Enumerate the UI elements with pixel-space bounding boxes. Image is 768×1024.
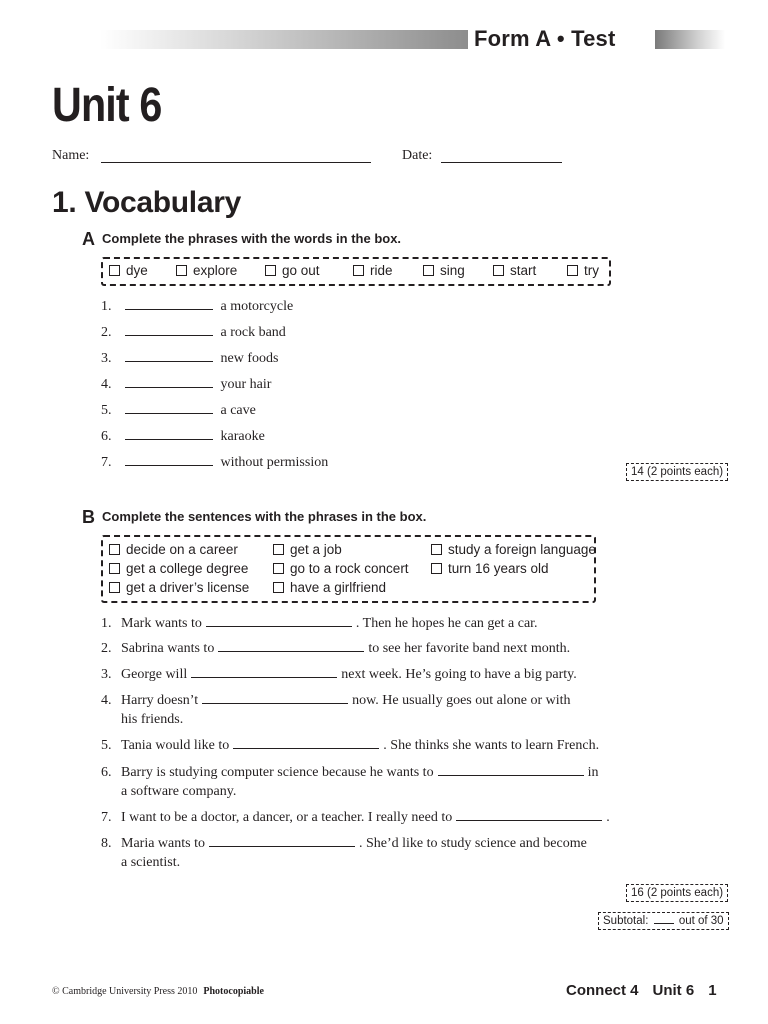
section-title: 1. Vocabulary xyxy=(52,186,241,219)
checkbox-icon xyxy=(353,265,364,276)
word-box-item: go out xyxy=(265,263,320,278)
answer-blank[interactable] xyxy=(209,845,355,847)
date-label: Date: xyxy=(402,148,433,163)
book-title: Connect 4 xyxy=(566,982,639,999)
answer-blank[interactable] xyxy=(218,650,364,652)
word-box-item: sing xyxy=(423,263,465,278)
sentence-continuation: a scientist. xyxy=(121,855,181,870)
unit-label: Unit 6 xyxy=(652,982,695,999)
checkbox-icon xyxy=(567,265,578,276)
score-box-b: 16 (2 points each) xyxy=(626,884,728,902)
checkbox-icon xyxy=(423,265,434,276)
phrase-box-item: get a job xyxy=(273,542,342,557)
sentence-item: 7. I want to be a doctor, a dancer, or a teacher. I really need to . xyxy=(101,810,610,825)
unit-title: Unit 6 xyxy=(52,79,162,132)
answer-blank[interactable] xyxy=(125,334,213,336)
checkbox-icon xyxy=(273,544,284,555)
checkbox-icon xyxy=(109,544,120,555)
part-b-instruction: Complete the sentences with the phrases in the box. xyxy=(102,509,427,524)
page-number: 1 xyxy=(708,982,717,999)
answer-blank[interactable] xyxy=(456,819,602,821)
sentence-continuation: a software company. xyxy=(121,784,237,799)
answer-blank[interactable] xyxy=(125,308,213,310)
word-box-item: ride xyxy=(353,263,393,278)
checkbox-icon xyxy=(109,582,120,593)
word-box-item: explore xyxy=(176,263,237,278)
sentence-item: 6. Barry is studying computer science because he wants to in xyxy=(101,765,599,780)
part-b-letter: B xyxy=(82,507,95,527)
subtotal-label: Subtotal: xyxy=(603,915,649,927)
checkbox-icon xyxy=(431,544,442,555)
part-a-instruction: Complete the phrases with the words in the box. xyxy=(102,231,402,246)
checkbox-icon xyxy=(176,265,187,276)
answer-blank[interactable] xyxy=(125,412,213,414)
sentence-item: 1. Mark wants to . Then he hopes he can get a car. xyxy=(101,616,538,631)
form-label: Form A • Test xyxy=(474,26,616,51)
answer-blank[interactable] xyxy=(202,702,348,704)
sentence-item: 5. Tania would like to . She thinks she wants to learn French. xyxy=(101,738,600,753)
phrase-box-item: have a girlfriend xyxy=(273,580,386,595)
word-box-item: start xyxy=(493,263,536,278)
sentence-item: 4. Harry doesn’t now. He usually goes out alone or with xyxy=(101,693,571,708)
list-item: 1. a motorcycle xyxy=(101,299,294,314)
list-item: 4. your hair xyxy=(101,377,272,392)
phrase-box-item: go to a rock concert xyxy=(273,561,409,576)
header-gradient-bar xyxy=(100,30,468,49)
list-item: 5. a cave xyxy=(101,403,256,418)
name-label: Name: xyxy=(52,148,90,163)
footer-copyright: © Cambridge University Press 2010 Photocopiable xyxy=(52,986,264,997)
answer-blank[interactable] xyxy=(125,386,213,388)
list-item: 2. a rock band xyxy=(101,325,286,340)
list-item: 3. new foods xyxy=(101,351,279,366)
sentence-item: 2. Sabrina wants to to see her favorite band next month. xyxy=(101,641,571,656)
checkbox-icon xyxy=(493,265,504,276)
answer-blank[interactable] xyxy=(206,625,352,627)
checkbox-icon xyxy=(431,563,442,574)
answer-blank[interactable] xyxy=(125,360,213,362)
list-item: 7. without permission xyxy=(101,455,329,470)
word-box xyxy=(101,257,611,286)
phrase-box-item: study a foreign language xyxy=(431,542,596,557)
answer-blank[interactable] xyxy=(233,747,379,749)
checkbox-icon xyxy=(109,563,120,574)
phrase-box-item: get a driver’s license xyxy=(109,580,249,595)
footer-book-info xyxy=(566,982,717,999)
photocopiable-label: Photocopiable xyxy=(203,986,264,997)
date-field[interactable] xyxy=(441,162,562,163)
sentence-item: 8. Maria wants to . She’d like to study science and become xyxy=(101,836,587,851)
subtotal-blank[interactable] xyxy=(654,922,674,924)
answer-blank[interactable] xyxy=(191,676,337,678)
list-item: 6. karaoke xyxy=(101,429,265,444)
sentence-item: 3. George will next week. He’s going to have a big party. xyxy=(101,667,577,682)
word-box-item: try xyxy=(567,263,599,278)
answer-blank[interactable] xyxy=(125,438,213,440)
answer-blank[interactable] xyxy=(438,774,584,776)
checkbox-icon xyxy=(265,265,276,276)
answer-blank[interactable] xyxy=(125,464,213,466)
phrase-box-item: turn 16 years old xyxy=(431,561,549,576)
subtotal-suffix: out of 30 xyxy=(678,915,724,927)
phrase-box-item: decide on a career xyxy=(109,542,238,557)
header-gradient-bar-right xyxy=(655,30,725,49)
phrase-box xyxy=(101,535,596,603)
word-box-item: dye xyxy=(109,263,148,278)
part-a-letter: A xyxy=(82,229,95,249)
checkbox-icon xyxy=(273,563,284,574)
checkbox-icon xyxy=(273,582,284,593)
phrase-box-item: get a college degree xyxy=(109,561,248,576)
subtotal-box xyxy=(598,912,729,930)
checkbox-icon xyxy=(109,265,120,276)
sentence-continuation: his friends. xyxy=(121,712,184,727)
name-field[interactable] xyxy=(101,162,371,163)
score-box-a: 14 (2 points each) xyxy=(626,463,728,481)
